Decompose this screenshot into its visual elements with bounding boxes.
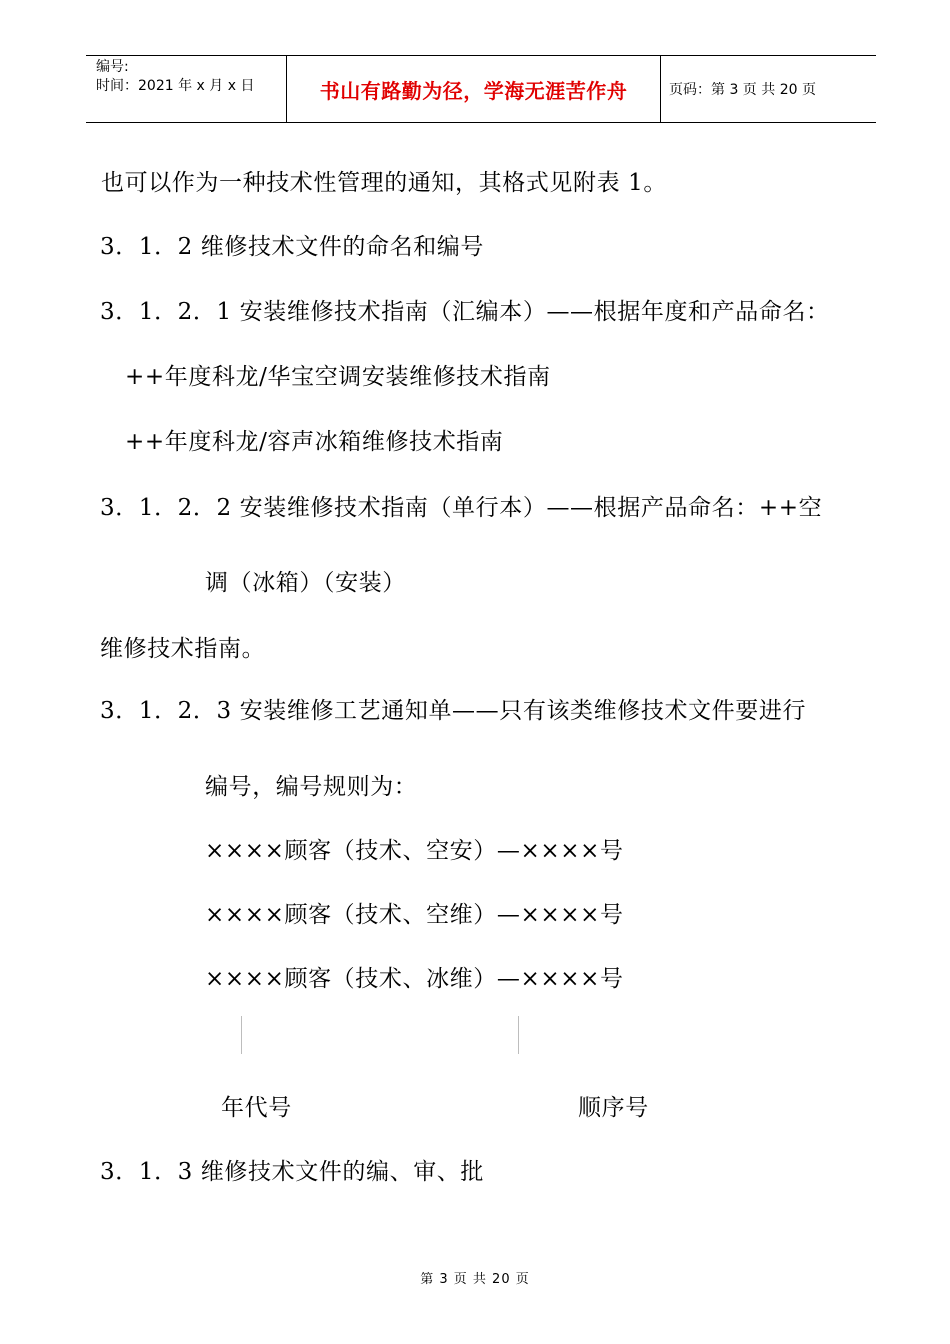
annotation-label: 年代号 [221,1095,292,1121]
annotation-line [241,1016,242,1054]
section-heading: 3．1．3 维修技术文件的编、审、批 [100,1159,485,1185]
numbering-rule: ××××顾客（技术、空安）—××××号 [205,838,624,864]
annotation-label: 顺序号 [578,1095,649,1121]
subsection-heading: 3．1．2．2 安装维修技术指南（单行本）——根据产品命名：++空 [100,495,823,521]
body-paragraph: ++年度科龙/华宝空调安装维修技术指南 [125,364,551,390]
header-divider [660,56,661,122]
header-page-info: 页码：第 3 页 共 20 页 [669,82,816,98]
numbering-rule: ××××顾客（技术、冰维）—××××号 [205,966,624,992]
page-footer: 第 3 页 共 20 页 [420,1272,530,1287]
header-meta [96,58,254,96]
body-paragraph: 编号，编号规则为： [205,774,418,800]
subsection-heading: 3．1．2．1 安装维修技术指南（汇编本）——根据年度和产品命名： [100,299,830,325]
body-paragraph: 也可以作为一种技术性管理的通知，其格式见附表 1。 [101,170,667,196]
document-time-label: 时间：2021 年 x 月 x 日 [96,78,255,94]
numbering-rule: ××××顾客（技术、空维）—××××号 [205,902,624,928]
body-paragraph: 维修技术指南。 [100,636,266,662]
body-paragraph: ++年度科龙/容声冰箱维修技术指南 [125,429,504,455]
header-motto: 书山有路勤为径，学海无涯苦作舟 [319,78,628,103]
page-header [86,55,876,123]
section-heading: 3．1．2 维修技术文件的命名和编号 [100,234,485,260]
annotation-line [518,1016,519,1054]
subsection-heading: 3．1．2．3 安装维修工艺通知单——只有该类维修技术文件要进行 [100,698,807,724]
document-number-label: 编号: [96,59,129,75]
body-paragraph: 调（冰箱）（安装） [205,570,406,596]
